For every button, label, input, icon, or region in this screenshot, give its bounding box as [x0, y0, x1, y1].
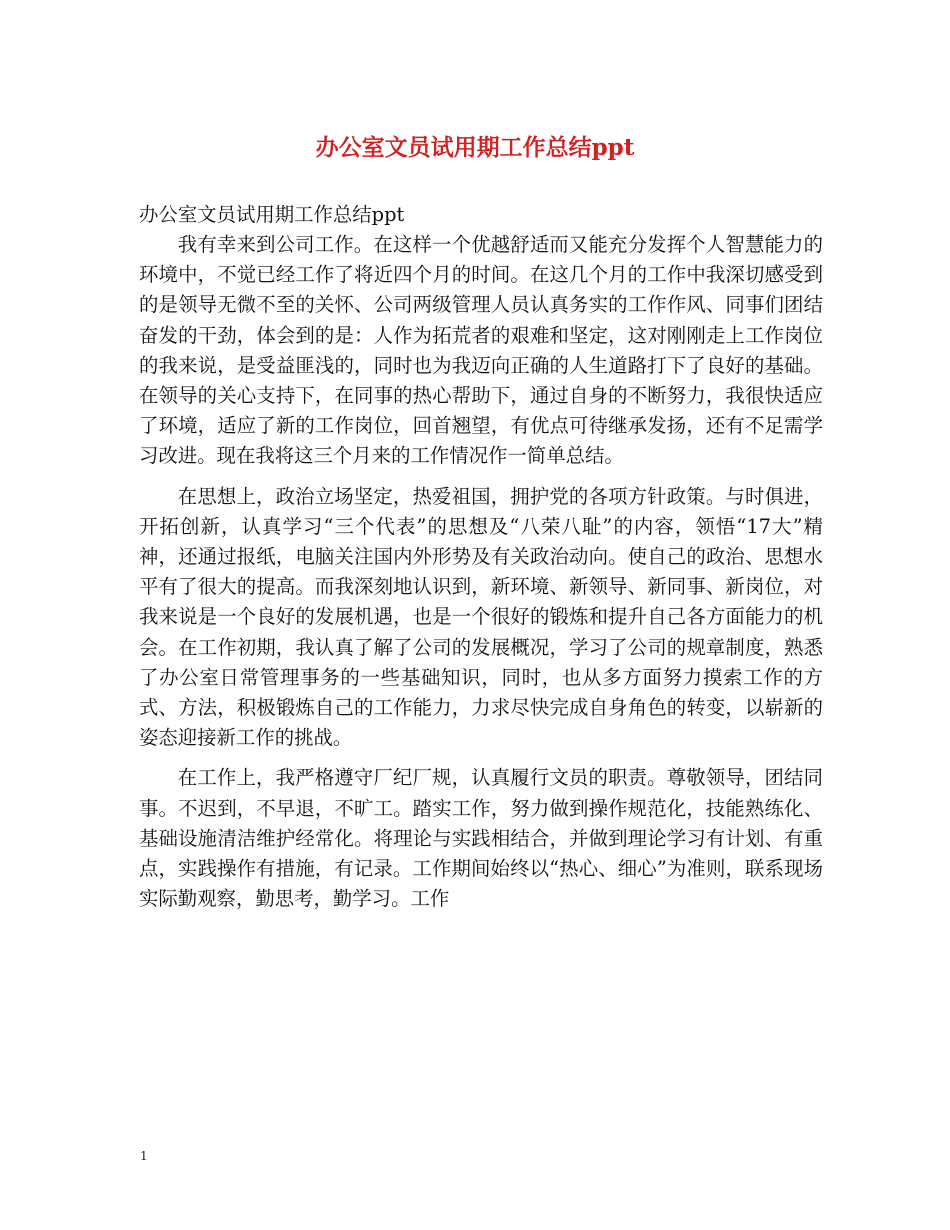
paragraph-ideology: 在思想上，政治立场坚定，热爱祖国，拥护党的各项方针政策。与时俱进，开拓创新，认真学习“三个代表”的思想及“八荣八耻”的内容，领悟“17大”精神，还通过报纸，电脑关注国内外形势及有关政治动向。使自己的政治、思想水平有了很大的提高。而我深刻地认识到，新环境、新领导、新同事、新岗位，对我来说是一个良好的发展机遇，也是一个很好的锻炼和提升自己各方面能力的机会。在工作初期，我认真了解了公司的发展概况，学习了公司的规章制度，熟悉了办公室日常管理事务的一些基础知识，同时，也从多方面努力摸索工作的方式、方法，积极锻炼自己的工作能力，力求尽快完成自身角色的转变，以崭新的姿态迎接新工作的挑战。 [139, 484, 823, 750]
page-number: 1 [140, 1149, 148, 1163]
document-body [139, 200, 823, 924]
paragraph-intro: 我有幸来到公司工作。在这样一个优越舒适而又能充分发挥个人智慧能力的环境中，不觉已经工作了将近四个月的时间。在这几个月的工作中我深切感受到的是领导无微不至的关怀、公司两级管理人员认真务实的工作作风、同事们团结奋发的干劲，体会到的是：人作为拓荒者的艰难和坚定，这对刚刚走上工作岗位的我来说，是受益匪浅的，同时也为我迈向正确的人生道路打下了良好的基础。在领导的关心支持下，在同事的热心帮助下，通过自身的不断努力，我很快适应了环境，适应了新的工作岗位，回首翘望，有优点可待继承发扬，还有不足需学习改进。现在我将这三个月来的工作情况作一简单总结。 [139, 233, 823, 468]
paragraph-work: 在工作上，我严格遵守厂纪厂规，认真履行文员的职责。尊敬领导，团结同事。不迟到，不早退，不旷工。踏实工作，努力做到操作规范化，技能熟练化、基础设施清洁维护经常化。将理论与实践相结合，并做到理论学习有计划、有重点，实践操作有措施，有记录。工作期间始终以“热心、细心”为准则，联系现场实际勤观察，勤思考，勤学习。工作 [139, 766, 823, 911]
document-subtitle: 办公室文员试用期工作总结ppt [139, 203, 405, 226]
document-title: 办公室文员试用期工作总结ppt [315, 134, 635, 161]
